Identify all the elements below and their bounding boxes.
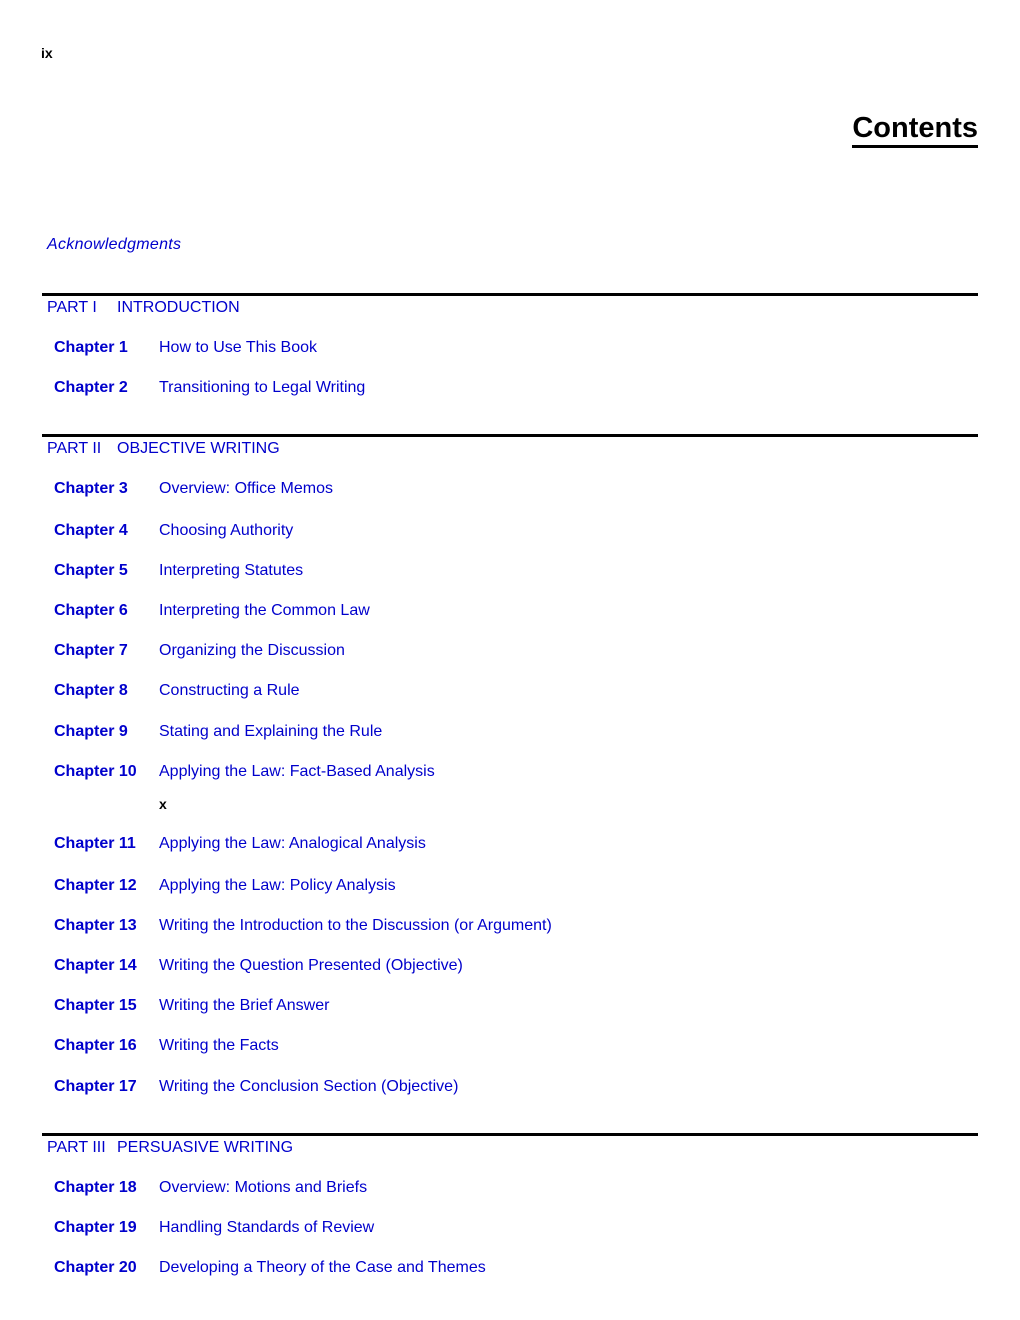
chapter-number: Chapter 2	[54, 379, 128, 396]
chapter-title-link[interactable]: Applying the Law: Fact-Based Analysis	[159, 763, 435, 780]
toc-entry[interactable]	[54, 1259, 486, 1277]
chapter-title-link[interactable]: Developing a Theory of the Case and Themes	[159, 1259, 486, 1276]
toc-entry[interactable]	[54, 1179, 367, 1197]
chapter-number: Chapter 17	[54, 1078, 137, 1095]
toc-entry[interactable]	[54, 1037, 279, 1055]
toc-entry[interactable]	[54, 642, 345, 660]
toc-entry[interactable]	[54, 562, 303, 580]
toc-entry[interactable]	[54, 480, 333, 498]
toc-entry[interactable]	[54, 835, 426, 853]
chapter-title-link[interactable]: Writing the Facts	[159, 1037, 279, 1054]
toc-entry[interactable]	[54, 1219, 374, 1237]
page-number: ix	[41, 45, 53, 61]
chapter-number: Chapter 3	[54, 480, 128, 497]
chapter-number: Chapter 11	[54, 835, 136, 852]
part-heading-3[interactable]	[47, 1139, 293, 1157]
chapter-title-link[interactable]: Transitioning to Legal Writing	[159, 379, 366, 396]
chapter-number: Chapter 13	[54, 917, 137, 934]
chapter-title-link[interactable]: Applying the Law: Analogical Analysis	[159, 835, 426, 852]
chapter-number: Chapter 9	[54, 723, 128, 740]
part-divider	[42, 293, 978, 296]
chapter-title-link[interactable]: Handling Standards of Review	[159, 1219, 375, 1236]
part-name: INTRODUCTION	[117, 299, 240, 316]
part-label: PART II	[47, 440, 102, 457]
chapter-number: Chapter 10	[54, 763, 137, 780]
chapter-number: Chapter 15	[54, 997, 137, 1014]
chapter-title-link[interactable]: Interpreting the Common Law	[159, 602, 370, 619]
chapter-number: Chapter 7	[54, 642, 128, 659]
part-label: PART I	[47, 299, 97, 316]
chapter-title-link[interactable]: Stating and Explaining the Rule	[159, 723, 383, 740]
chapter-title-link[interactable]: Constructing a Rule	[159, 682, 300, 699]
chapter-number: Chapter 1	[54, 339, 128, 356]
toc-entry[interactable]	[54, 1078, 458, 1096]
part-name: PERSUASIVE WRITING	[117, 1139, 294, 1156]
chapter-title-link[interactable]: Choosing Authority	[159, 522, 294, 539]
chapter-title-link[interactable]: Overview: Motions and Briefs	[159, 1179, 368, 1196]
chapter-title-link[interactable]: Applying the Law: Policy Analysis	[159, 877, 396, 894]
toc-entry[interactable]	[54, 957, 463, 975]
chapter-title-link[interactable]: Organizing the Discussion	[159, 642, 345, 659]
toc-entry[interactable]	[54, 917, 552, 935]
chapter-title-link[interactable]: Writing the Conclusion Section (Objective)	[159, 1078, 459, 1095]
chapter-number: Chapter 20	[54, 1259, 137, 1276]
toc-entry[interactable]	[54, 682, 300, 700]
chapter-title-link[interactable]: Writing the Introduction to the Discussion (or Argument)	[159, 917, 552, 934]
chapter-number: Chapter 8	[54, 682, 128, 699]
part-heading-1[interactable]	[47, 299, 240, 317]
toc-entry[interactable]	[54, 763, 435, 781]
chapter-title-link[interactable]: Writing the Question Presented (Objective)	[159, 957, 463, 974]
toc-entry[interactable]	[54, 723, 382, 741]
toc-entry[interactable]	[54, 997, 329, 1015]
part-divider	[42, 1133, 978, 1136]
chapter-title-link[interactable]: Writing the Brief Answer	[159, 997, 330, 1014]
chapter-number: Chapter 4	[54, 522, 128, 539]
part-divider	[42, 434, 978, 437]
page-title: Contents	[852, 112, 978, 148]
chapter-number: Chapter 19	[54, 1219, 137, 1236]
toc-entry[interactable]	[54, 339, 317, 357]
chapter-number: Chapter 6	[54, 602, 128, 619]
chapter-title-link[interactable]: Interpreting Statutes	[159, 562, 304, 579]
chapter-title-link[interactable]: How to Use This Book	[159, 339, 317, 356]
toc-entry[interactable]	[54, 602, 370, 620]
chapter-number: Chapter 5	[54, 562, 128, 579]
page-number: x	[159, 796, 167, 812]
acknowledgments-link[interactable]: Acknowledgments	[47, 236, 182, 253]
chapter-title-link[interactable]: Overview: Office Memos	[159, 480, 333, 497]
toc-entry[interactable]	[54, 877, 396, 895]
chapter-number: Chapter 18	[54, 1179, 137, 1196]
chapter-number: Chapter 16	[54, 1037, 137, 1054]
chapter-number: Chapter 12	[54, 877, 137, 894]
toc-entry[interactable]	[54, 522, 293, 540]
part-heading-2[interactable]	[47, 440, 280, 458]
part-label: PART III	[47, 1139, 106, 1156]
toc-entry[interactable]	[54, 379, 365, 397]
part-name: OBJECTIVE WRITING	[117, 440, 280, 457]
chapter-number: Chapter 14	[54, 957, 137, 974]
